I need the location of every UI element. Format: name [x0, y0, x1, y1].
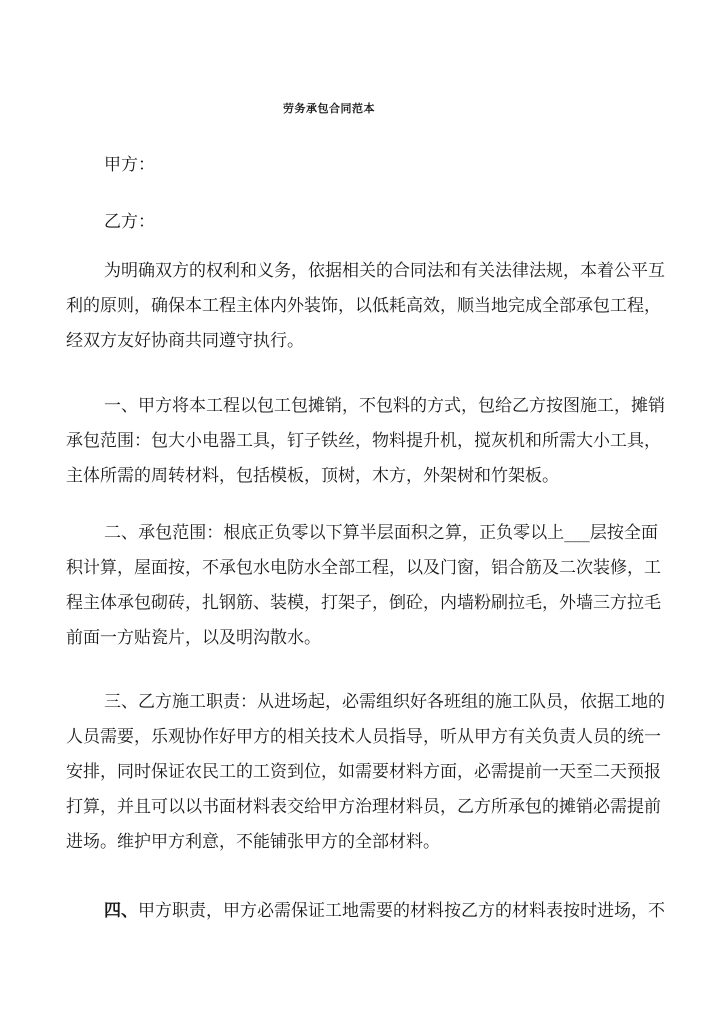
- text-line: 主体所需的周转材料，包括模板，顶树，木方，外架树和竹架板。: [66, 466, 559, 486]
- text-line: 程主体承包砌砖，扎钢筋、装模，打架子，倒砼，内墙粉刷拉毛，外墙三方拉毛: [66, 593, 661, 613]
- paragraph-clause-2: [66, 516, 661, 656]
- text-line: 经双方友好协商共同遵守执行。: [66, 331, 304, 351]
- paragraph-clause-4: [66, 894, 665, 929]
- text-line: 安排，同时保证农民工的工资到位，如需要材料方面，必需提前一天至二天预报: [66, 762, 661, 782]
- text-line: [66, 894, 665, 929]
- text-line: 承包范围：包大小电器工具，钉子铁丝，物料提升机，搅灰机和所需大小工具，: [66, 431, 661, 451]
- paragraph-clause-1: [66, 389, 665, 494]
- text-line: 利的原则，确保本工程主体内外装饰，以低耗高效，顺当地完成全部承包工程，: [66, 296, 661, 316]
- text-line: 三、乙方施工职责：从进场起，必需组织好各班组的施工队员，依据工地的: [104, 692, 665, 712]
- text-line: 进场。维护甲方利意，不能铺张甲方的全部材料。: [66, 832, 440, 852]
- document-title: 劳务承包合同范本: [283, 102, 375, 115]
- party-b-label: 乙方：: [104, 212, 155, 232]
- party-a-label: 甲方：: [104, 155, 155, 175]
- paragraph-clause-3: [66, 685, 665, 860]
- paragraph-preamble: [66, 254, 665, 359]
- text-line: 二、承包范围：根底正负零以下算半层面积之算，正负零以上___层按全面: [104, 523, 658, 543]
- text-line: 积计算，屋面按，不承包水电防水全部工程，以及门窗，铝合筋及二次装修，工: [66, 558, 661, 578]
- text-line: 一、甲方将本工程以包工包摊销，不包料的方式，包给乙方按图施工，摊销: [104, 396, 665, 416]
- text-line: 打算，并且可以以书面材料表交给甲方治理材料员，乙方所承包的摊销必需提前: [66, 797, 661, 817]
- text-line: 前面一方贴瓷片，以及明沟散水。: [66, 628, 321, 648]
- clause-text: 甲方职责，甲方必需保证工地需要的材料按乙方的材料表按时进场，不: [138, 901, 665, 921]
- text-line: 人员需要，乐观协作好甲方的相关技术人员指导，听从甲方有关负责人员的统一: [66, 727, 661, 747]
- text-line: 为明确双方的权利和义务，依据相关的合同法和有关法律法规，本着公平互: [104, 261, 665, 281]
- clause-number: 四、: [104, 901, 138, 921]
